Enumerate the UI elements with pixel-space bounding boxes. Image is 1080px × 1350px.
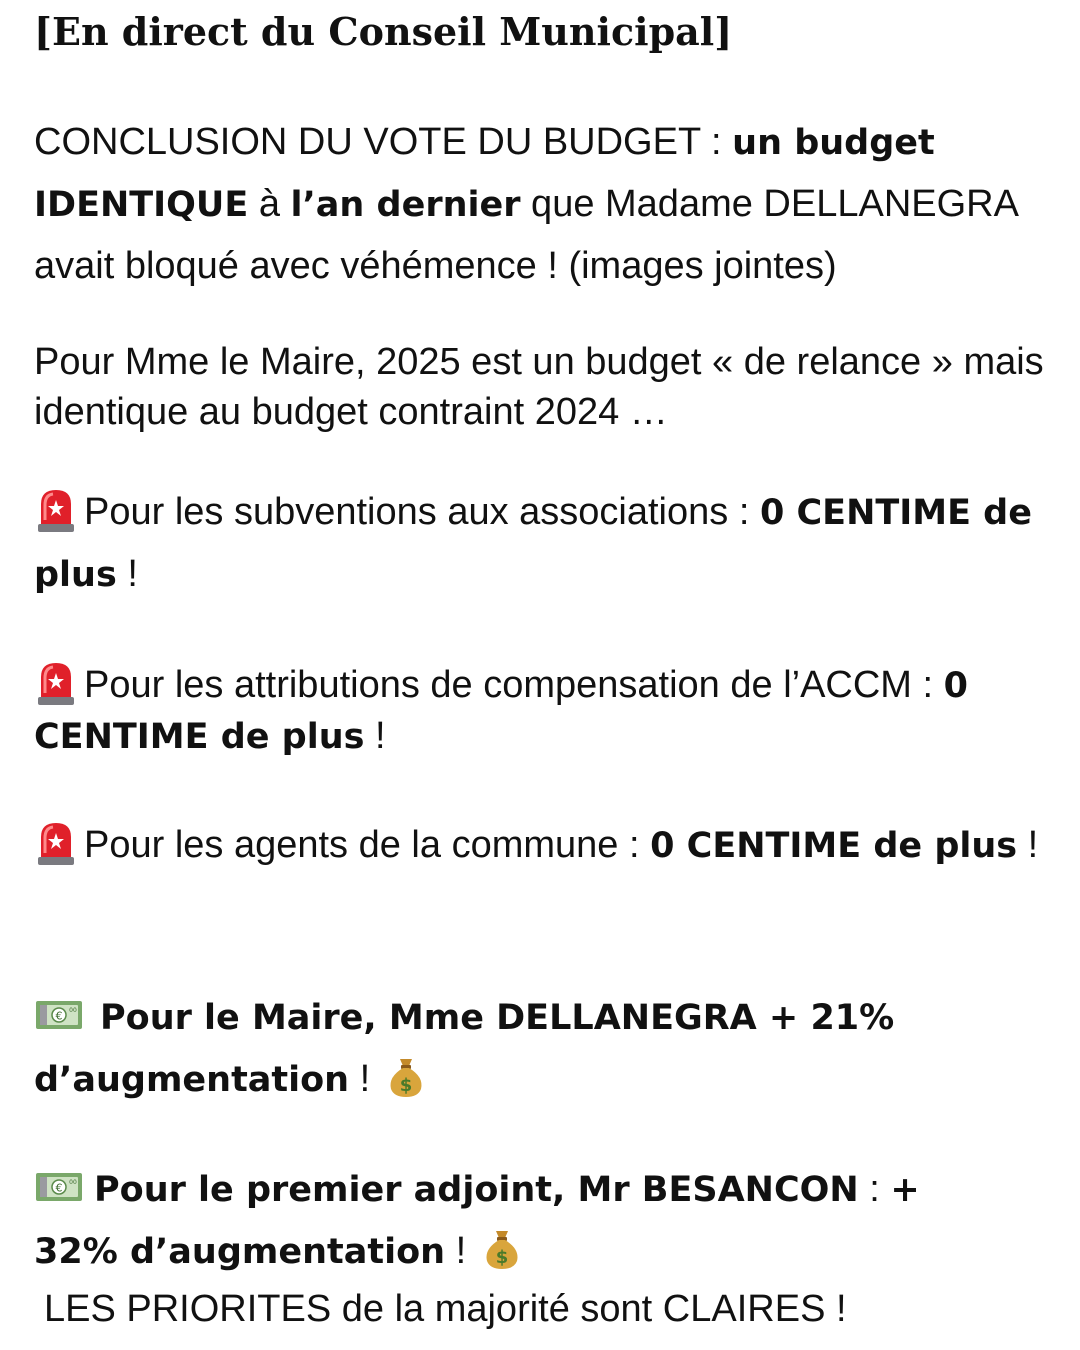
mayor-statement: Pour Mme le Maire, 2025 est un budget « de relance » mais identique au budget contraint 2024 …: [34, 341, 1044, 433]
item-highlight: 0 CENTIME de plus: [650, 826, 1018, 866]
item-text: Pour les subventions aux associations :: [84, 491, 760, 533]
police-light-icon: [34, 486, 78, 534]
item-end: !: [116, 553, 138, 595]
raise-end: !: [445, 1230, 467, 1272]
item-text: Pour les agents de la commune :: [84, 824, 651, 866]
money-bag-icon: [482, 1223, 522, 1271]
item-end: !: [1017, 824, 1039, 866]
conclusion-text: à: [248, 183, 291, 225]
svg-text:00: 00: [69, 1006, 77, 1014]
svg-text:$: $: [399, 1074, 413, 1096]
item-end: !: [364, 715, 386, 757]
conclusion-highlight-identical: un budget IDENTIQUE: [34, 123, 935, 225]
raise-highlight: Pour le premier adjoint, Mr BESANCON: [94, 1170, 859, 1210]
raise-item: [34, 987, 934, 1111]
raise-highlight: + 32% d’augmentation: [34, 1170, 920, 1272]
list-item: [34, 660, 1064, 762]
budget-conclusion: [34, 112, 1064, 297]
svg-text:00: 00: [69, 1178, 77, 1186]
raise-end: !: [349, 1058, 371, 1100]
svg-text:€: €: [55, 1181, 63, 1195]
item-highlight: 0 CENTIME de plus: [34, 493, 1032, 595]
euro-banknote-icon: [34, 995, 86, 1035]
police-light-icon: [34, 819, 78, 867]
euro-banknote-icon: [34, 1167, 86, 1207]
raise-highlight: Pour le Maire, Mme DELLANEGRA + 21% d’augmentation: [34, 998, 895, 1100]
list-item: [34, 482, 1064, 606]
conclusion-highlight-last-year: l’an dernier: [290, 185, 521, 225]
conclusion-tail: que Madame DELLANEGRA avait bloqué avec véhémence ! (images jointes): [34, 183, 1017, 287]
list-item: [34, 815, 1064, 877]
raise-item: [34, 1159, 994, 1283]
closing-statement: LES PRIORITES de la majorité sont CLAIRES !: [44, 1288, 847, 1330]
svg-text:$: $: [495, 1246, 509, 1268]
item-highlight: 0 CENTIME de plus: [34, 666, 968, 757]
raise-separator: :: [858, 1168, 891, 1210]
police-light-icon: [34, 659, 78, 707]
svg-text:€: €: [55, 1009, 63, 1023]
money-bag-icon: [386, 1051, 426, 1099]
post-heading: [En direct du Conseil Municipal]: [34, 9, 733, 54]
item-text: Pour les attributions de compensation de l’ACCM :: [84, 664, 944, 706]
conclusion-intro: CONCLUSION DU VOTE DU BUDGET :: [34, 121, 733, 163]
